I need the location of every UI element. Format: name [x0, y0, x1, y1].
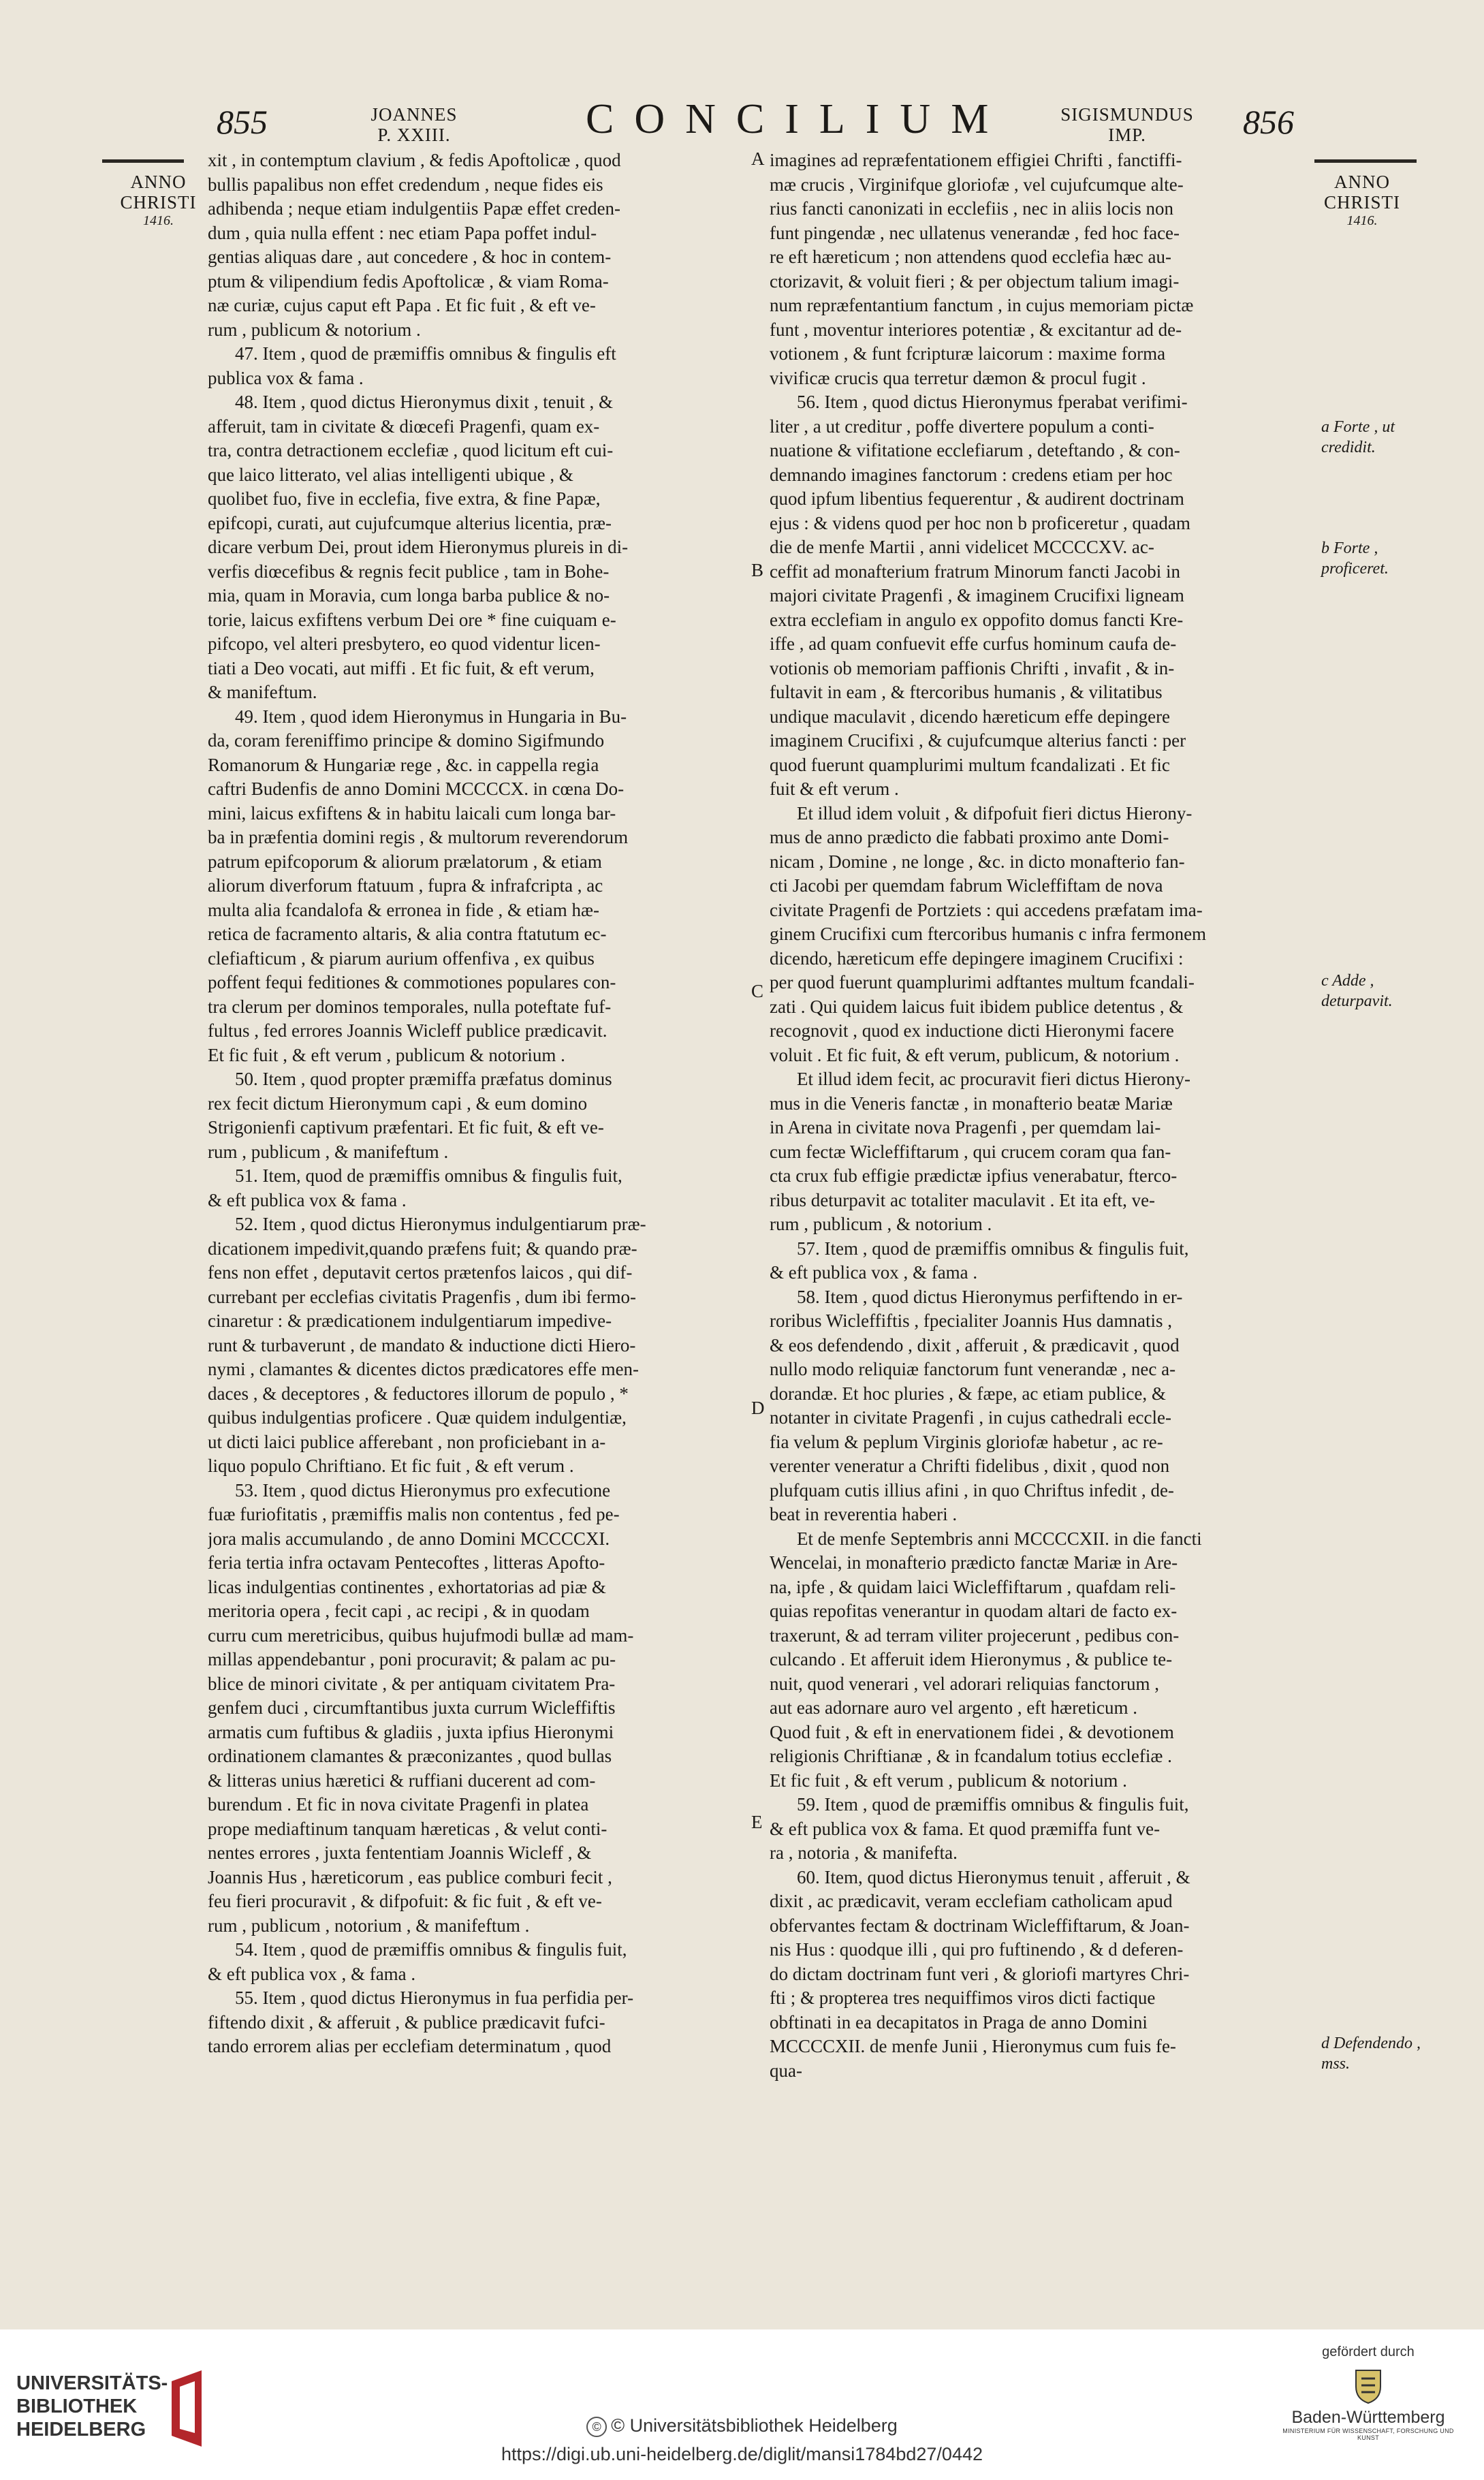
text-line: liter , a ut creditur , poffe divertere populum a conti- [770, 415, 1154, 437]
marginal-note: c Adde , deturpavit. [1321, 972, 1393, 1010]
text-line: 51. Item, quod de præmiffis omnibus & fingulis fuit, [235, 1165, 622, 1186]
text-line: 47. Item , quod de præmiffis omnibus & fingulis eft [235, 343, 616, 364]
text-line: fiftendo dixit , & afferuit , & publice prædicavit fufci- [208, 2011, 605, 2032]
text-line: bullis papalibus non effet credendum , neque fides eis [208, 174, 603, 195]
text-line: millas appendebantur , poni procuravit; & palam ac pu- [208, 1649, 616, 1669]
copyright-text: © Universitätsbibliothek Heidelberg [611, 2415, 898, 2436]
copyright-icon: © [586, 2417, 607, 2437]
left-running-head-line: JOANNES [370, 104, 458, 125]
text-line: imaginem Crucifixi , & cujufcumque alterius fancti : per [770, 730, 1186, 751]
text-line: mus de anno prædicto die fabbati proximo ante Domi- [770, 827, 1169, 847]
text-line: dicationem impedivit,quando præfens fuit; & quando præ- [208, 1238, 637, 1259]
anno-label: ANNO [130, 172, 187, 192]
text-line: Et illud idem voluit , & difpofuit fieri dictus Hierony- [797, 802, 1193, 823]
text-line: cti Jacobi per quemdam fabrum Wicleffiftam de nova [770, 875, 1163, 896]
library-logo-icon [168, 2368, 206, 2449]
text-line: verenter veneratur a Chrifti fidelibus , dixit , quod non [770, 1456, 1170, 1476]
text-line: meritoria opera , fecit capi , ac recipi , & in quodam [208, 1601, 590, 1621]
christi-label: CHRISTI [1323, 192, 1400, 213]
text-line: quias repofitas venerantur in quodam altari de facto ex- [770, 1601, 1178, 1621]
text-line: iffe , ad quam confuevit effe curfus hominum caufa de- [770, 633, 1177, 654]
text-line: per quod fuerunt quamplurimi adftantes multum fcandali- [770, 972, 1195, 992]
paragraph [770, 1793, 1314, 1866]
marginal-note: d Defendendo , mss. [1321, 2035, 1421, 2073]
text-line: ordinationem clamantes & præconizantes , quod bullas [208, 1746, 612, 1766]
text-line: prope mediaftinum tanquam hæreticas , & velut conti- [208, 1818, 607, 1839]
text-line: & eft publica vox , & fama . [770, 1262, 978, 1283]
text-line: torie, laicus exfiftens verbum Dei ore * fine cuiquam e- [208, 609, 616, 630]
text-line: licas indulgentias continentes , exhortatorias ad piæ & [208, 1576, 606, 1597]
text-line: demnando imagines fanctorum : credens etiam per hoc [770, 464, 1173, 485]
text-line: adhibenda ; neque etiam indulgentiis Papæ effet creden- [208, 198, 621, 219]
text-line: dorandæ. Et hoc pluries , & fæpe, ac etiam publice, & [770, 1383, 1166, 1404]
text-line: Wencelai, in monafterio prædicto fanctæ Mariæ in Are- [770, 1552, 1178, 1573]
text-line: quod ipfum libentius fequerentur , & audirent doctrinam [770, 488, 1184, 509]
text-line: num repræfentantium fanctum , in cujus memoriam pictæ [770, 295, 1194, 315]
left-page-number: 855 [217, 103, 268, 141]
text-line: curru cum meretricibus, quibus hujufmodi bullæ ad mam- [208, 1624, 634, 1646]
paragraph [770, 1866, 1314, 2084]
text-line: recognovit , quod ex inductione dicti Hieronymi facere [770, 1020, 1174, 1041]
text-line: da, coram fereniffimo principe & domino Sigifmundo [208, 730, 605, 751]
page-title: CONCILIUM [586, 96, 1009, 142]
sponsor-ministry: MINISTERIUM FÜR WISSENSCHAFT, FORSCHUNG UND KUNST [1282, 2428, 1454, 2441]
text-line: fuæ furiofitatis , præmiffis malis non contentus , fed pe- [208, 1504, 620, 1524]
text-line: clefiafticum , & piarum aurium offenfiva , ex quibus [208, 947, 595, 969]
copyright-line [0, 2415, 1484, 2437]
left-running-head [360, 104, 469, 145]
anno-label: ANNO [1334, 172, 1390, 192]
text-line: ptum & vilipendium fedis Apoftolicæ , & viam Roma- [208, 270, 609, 292]
text-line: que laico litterato, vel alias intelligenti ubique , & [208, 464, 573, 485]
text-line: aliorum diverforum ftatuum , fupra & infrafcripta , ac [208, 875, 603, 896]
text-line: quod fuerunt quamplurimi multum fcandalizati . Et fic [770, 754, 1170, 775]
coat-of-arms-icon [1348, 2364, 1389, 2404]
year-label: 1416. [143, 213, 174, 228]
text-line: civitate Pragenfi de Portziets : qui accedens præfatam ima- [770, 899, 1203, 920]
paragraph [770, 390, 1314, 802]
text-line: caftri Budenfis de anno Domini MCCCCX. in cœna Do- [208, 779, 625, 799]
text-line: rex fecit dictum Hieronymum capi , & eum domino [208, 1093, 588, 1114]
right-page-number: 856 [1243, 103, 1294, 141]
footer [0, 2329, 1484, 2480]
text-line: rum , publicum , notorium , & manifeftum . [208, 1915, 530, 1936]
text-line: zati . Qui quidem laicus fuit ibidem publice detentus , & [770, 996, 1184, 1017]
text-line: roribus Wicleffiftis , fpecialiter Joannis Hus damnatis , [770, 1310, 1173, 1331]
text-line: fia velum & peplum Virginis gloriofæ habetur , ac re- [770, 1431, 1163, 1452]
text-line: religionis Chriftianæ , & in fcandalum totius ecclefiæ . [770, 1746, 1172, 1766]
paragraph [770, 1285, 1314, 1527]
text-line: vivificæ crucis qua terretur dæmon & procul fugit . [770, 367, 1146, 388]
library-name-line: BIBLIOTHEK [16, 2396, 138, 2417]
text-line: MCCCCXII. de menfe Junii , Hieronymus cum fuis fe- [770, 2036, 1176, 2056]
section-letter: C [751, 981, 764, 1001]
text-line: aut eas adornare auro vel argento , eft hæreticum . [770, 1697, 1138, 1718]
text-line: 53. Item , quod dictus Hieronymus pro exfecutione [235, 1479, 611, 1501]
text-line: genfem duci , circumftantibus juxta currum Wicleffiftis [208, 1697, 616, 1718]
text-line: rum , publicum & notorium . [208, 319, 421, 340]
text-line: funt pingendæ , nec ullatenus venerandæ , fed hoc face- [770, 222, 1180, 243]
left-running-head-line: P. XXIII. [377, 125, 451, 145]
text-line: jora malis accumulando , de anno Domini MCCCCXI. [208, 1528, 610, 1549]
text-line: daces , & deceptores , & feductores illorum de populo , * [208, 1383, 629, 1404]
text-line: Et de menfe Septembris anni MCCCCXII. in die fancti [797, 1528, 1202, 1549]
text-line: tando errorem alias per ecclefiam determinatum , quod [208, 2036, 612, 2056]
text-line: ginem Crucifixi cum ftercoribus humanis c infra fermonem [770, 924, 1207, 944]
text-line: fens non effet , deputavit certos prætenfos laicos , qui dif- [208, 1262, 633, 1283]
text-line: plufquam cutis illius afini , in quo Chriftus infedit , de- [770, 1479, 1174, 1501]
text-line: imagines ad repræfentationem effigiei Chrifti , fanctiffi- [770, 150, 1182, 170]
paragraph [770, 1237, 1314, 1285]
text-line: beat in reverentia haberi . [770, 1504, 958, 1524]
right-header-rule [1314, 159, 1417, 163]
text-line: dixit , ac prædicavit, veram ecclefiam catholicam apud [770, 1891, 1173, 1911]
text-line: nuit, quod venerari , vel adorari reliquias fanctorum , [770, 1673, 1160, 1694]
text-line: ribus deturpavit ac totaliter maculavit . Et ita eft, ve- [770, 1189, 1156, 1210]
paragraph [208, 1479, 746, 1939]
text-line: quibus indulgentias proficere . Quæ quidem indulgentiæ, [208, 1407, 627, 1428]
text-line: epifcopi, curati, aut cujufcumque alterius licentia, præ- [208, 512, 612, 533]
text-line: runt & turbaverunt , de mandato & inductione dicti Hiero- [208, 1334, 636, 1355]
year-label: 1416. [1346, 213, 1378, 228]
text-line: ra , notoria , & manifefta. [770, 1842, 958, 1863]
text-line: liquo populo Chriftiano. Et fic fuit , & eft verum . [208, 1456, 574, 1476]
marginal-note: b Forte , proficeret. [1321, 539, 1389, 578]
paragraph [208, 1212, 746, 1479]
text-line: 52. Item , quod dictus Hieronymus indulgentiarum præ- [235, 1214, 646, 1234]
text-line: Et fic fuit , & eft verum , publicum & notorium . [208, 1044, 565, 1065]
text-line: extra ecclefiam in angulo ex oppofito domus fancti Kre- [770, 609, 1184, 630]
text-line: currebant per ecclefias civitatis Pragenfis , dum ibi fermo- [208, 1286, 637, 1307]
text-line: die de menfe Martii , anni videlicet MCCCCXV. ac- [770, 537, 1154, 557]
text-line: traxerunt, & ad terram viliter projecerunt , pedibus con- [770, 1624, 1180, 1646]
permalink[interactable]: https://digi.ub.uni-heidelberg.de/diglit/mansi1784bd27/0442 [501, 2444, 983, 2464]
text-line: burendum . Et fic in nova civitate Pragenfi in platea [208, 1794, 589, 1815]
text-line: cta crux fub effigie prædictæ ipfius venerabatur, fterco- [770, 1165, 1178, 1186]
text-line: re eft hæreticum ; non attendens quod ecclefia hæc au- [770, 247, 1172, 267]
paragraph [208, 148, 746, 342]
text-line: fultavit in eam , & ftercoribus humanis , & vilitatibus [770, 682, 1163, 702]
text-line: mæ crucis , Virginifque gloriofæ , vel cujufcumque alte- [770, 174, 1184, 195]
text-line: blice de minori civitate , & per antiquam civitatem Pra- [208, 1673, 616, 1694]
text-line: Strigonienfi captivum præfentari. Et fic fuit, & eft ve- [208, 1117, 604, 1137]
paragraph [770, 1067, 1314, 1237]
section-letter: E [751, 1812, 763, 1832]
text-line: nullo modo reliquiæ fanctorum funt venerandæ , nec a- [770, 1359, 1176, 1379]
paragraph [208, 1938, 746, 1986]
paragraph [208, 1986, 746, 2059]
text-line: 56. Item , quod dictus Hieronymus fperabat verifimi- [797, 392, 1188, 412]
text-line: nymi , clamantes & dicentes dictos prædicatores effe men- [208, 1359, 640, 1379]
paragraph [208, 1067, 746, 1164]
text-line: 59. Item , quod de præmiffis omnibus & fingulis fuit, [797, 1794, 1189, 1815]
text-line: Et illud idem fecit, ac procuravit fieri dictus Hierony- [797, 1069, 1191, 1089]
sponsor-name: Baden-Württemberg [1291, 2408, 1445, 2427]
text-line: xit , in contemptum clavium , & fedis Apoftolicæ , quod [208, 150, 621, 170]
text-line: funt , moventur interiores potentiæ , & excitantur ad de- [770, 319, 1182, 340]
right-running-head [1049, 104, 1205, 145]
right-running-head-line: IMP. [1108, 125, 1146, 145]
paragraph [208, 1164, 746, 1212]
right-text-column [770, 148, 1314, 2083]
text-line: nuatione & vifitatione ecclefiarum , deteftando , & con- [770, 440, 1180, 460]
text-line: 57. Item , quod de præmiffis omnibus & fingulis fuit, [797, 1238, 1189, 1259]
text-line: ejus : & videns quod per hoc non b proficeretur , quadam [770, 512, 1190, 533]
text-line: & litteras unius hæretici & ruffiani ducerent ad com- [208, 1770, 596, 1791]
text-line: 49. Item , quod idem Hieronymus in Hungaria in Bu- [235, 706, 627, 727]
text-line: fultus , fed errores Joannis Wicleff publice prædicavit. [208, 1020, 607, 1041]
text-line: verfis diœcefibus & regnis fecit publice , tam in Bohe- [208, 561, 610, 582]
text-line: & eft publica vox , & fama . [208, 1963, 416, 1984]
text-line: majori civitate Pragenfi , & imaginem Crucifixi ligneam [770, 585, 1184, 606]
text-line: publica vox & fama . [208, 367, 364, 388]
paragraph [770, 802, 1314, 1068]
text-line: fti ; & propterea tres nequiffimos viros dicti factique [770, 1988, 1156, 2008]
text-line: dicendo, hæreticum effe depingere imaginem Crucifixi : [770, 947, 1184, 969]
left-margin-year [116, 172, 201, 229]
text-line: do dictam doctrinam funt veri , & gloriofi martyres Chri- [770, 1963, 1190, 1984]
marginal-note: a Forte , ut credidit. [1321, 418, 1395, 456]
text-line: armatis cum fuftibus & gladiis , juxta ipfius Hieronymi [208, 1721, 614, 1742]
text-line: in Arena in civitate nova Pragenfi , per quemdam lai- [770, 1117, 1161, 1137]
text-line: dum , quia nulla effent : nec etiam Papa poffet indul- [208, 222, 597, 243]
text-line: 54. Item , quod de præmiffis omnibus & fingulis fuit, [235, 1939, 627, 1960]
text-line: undique maculavit , dicendo hæreticum effe depingere [770, 706, 1171, 727]
sponsor-caption: gefördert durch [1322, 2344, 1415, 2359]
text-line: & manifeftum. [208, 682, 317, 702]
text-line: næ curiæ, cujus caput eft Papa . Et fic fuit , & eft ve- [208, 295, 596, 315]
text-line: tiati a Deo vocati, aut miffi . Et fic fuit, & eft verum, [208, 657, 595, 678]
text-line: Quod fuit , & eft in enervationem fidei , & devotionem [770, 1721, 1174, 1742]
text-line: retica de facramento altaris, & alia contra ftatutum ec- [208, 924, 607, 944]
text-line: dicare verbum Dei, prout idem Hieronymus plureis in di- [208, 537, 629, 557]
text-line: 58. Item , quod dictus Hieronymus perfiftendo in er- [797, 1286, 1183, 1307]
text-line: obfervantes fectam & doctrinam Wicleffiftarum, & Joan- [770, 1915, 1190, 1936]
text-line: culcando . Et afferuit idem Hieronymus , & publice te- [770, 1649, 1173, 1669]
text-line: 55. Item , quod dictus Hieronymus in fua perfidia per- [235, 1988, 634, 2008]
christi-label: CHRISTI [120, 192, 197, 213]
left-header-rule [102, 159, 184, 163]
text-line: mus in die Veneris fanctæ , in monafterio beatæ Mariæ [770, 1093, 1173, 1114]
text-line: cinaretur : & prædicationem indulgentiarum impedive- [208, 1310, 612, 1331]
text-line: nentes errores , juxta fententiam Joannis Wicleff , & [208, 1842, 592, 1863]
text-line: 50. Item , quod propter præmiffa præfatus dominus [235, 1069, 612, 1089]
text-line: multa alia fcandalofa & erronea in fide , & etiam hæ- [208, 899, 600, 920]
text-line: mia, quam in Moravia, cum longa barba publice & no- [208, 585, 610, 606]
text-line: ut dicti laici publice afferebant , non proficiebant in a- [208, 1431, 606, 1452]
text-line: rum , publicum , & notorium . [770, 1214, 992, 1234]
text-line: cum fectæ Wicleffiftarum , qui crucem coram qua fan- [770, 1141, 1171, 1162]
text-line: obftinati in ea decapitatos in Praga de anno Domini [770, 2011, 1148, 2032]
text-line: fuit & eft verum . [770, 779, 899, 799]
paragraph [208, 390, 746, 705]
library-name-line: UNIVERSITÄTS- [16, 2372, 168, 2394]
text-line: votionis ob memoriam paffionis Chrifti , invafit , & in- [770, 657, 1175, 678]
text-line: ba in præfentia domini regis , & multorum reverendorum [208, 827, 629, 847]
text-line: voluit . Et fic fuit, & eft verum, publicum, & notorium . [770, 1044, 1180, 1065]
text-line: rius fancti canonizati in ecclefiis , nec in aliis locis non [770, 198, 1174, 219]
text-line: 48. Item , quod dictus Hieronymus dixit , tenuit , & [235, 392, 613, 412]
paragraph [208, 705, 746, 1068]
left-text-column [208, 148, 746, 2059]
text-line: rum , publicum , & manifeftum . [208, 1141, 449, 1162]
library-name-line: HEIDELBERG [16, 2419, 146, 2440]
text-line: feria tertia infra octavam Pentecoftes , litteras Apofto- [208, 1552, 605, 1573]
text-line: mini, laicus exfiftens & in habitu laicali cum longa bar- [208, 802, 616, 823]
section-letter: A [751, 148, 765, 169]
text-line: pifcopo, vel alteri presbytero, eo quod videntur licen- [208, 633, 601, 654]
text-line: nicam , Domine , ne longe , &c. in dicto monafterio fan- [770, 851, 1185, 872]
text-line: nis Hus : quodque illi , qui pro fuftinendo , & d deferen- [770, 1939, 1184, 1960]
text-line: patrum epifcoporum & aliorum prælatorum , & etiam [208, 851, 602, 872]
text-line: & eft publica vox & fama . [208, 1189, 407, 1210]
paragraph [770, 1527, 1314, 1793]
text-line: ceffit ad monafterium fratrum Minorum fancti Jacobi in [770, 561, 1181, 582]
paragraph [208, 342, 746, 390]
text-line: poffent fequi feditiones & commotiones populares con- [208, 972, 616, 992]
text-line: & eos defendendo , dixit , afferuit , & prædicavit , quod [770, 1334, 1180, 1355]
text-line: Et fic fuit , & eft verum , publicum & notorium . [770, 1770, 1127, 1791]
paragraph [770, 148, 1314, 390]
text-line: Romanorum & Hungariæ rege , &c. in cappella regia [208, 754, 599, 775]
text-line: Joannis Hus , hæreticorum , eas publice comburi fecit , [208, 1866, 612, 1887]
text-line: votionem , & funt fcripturæ laicorum : maxime forma [770, 343, 1166, 364]
text-line: qua- [770, 2060, 802, 2081]
text-line: tra clerum per dominos temporales, nulla poteftate fuf- [208, 996, 612, 1017]
section-letter: D [751, 1398, 765, 1418]
text-line: ctorizavit, & voluit fieri ; & per objectum talium imagi- [770, 270, 1180, 292]
section-letter: B [751, 560, 764, 580]
text-line: gentias aliquas dare , aut concedere , & hoc in contem- [208, 247, 612, 267]
right-margin-year [1318, 172, 1406, 229]
text-line: notanter in civitate Pragenfi , in cujus cathedrali eccle- [770, 1407, 1171, 1428]
right-running-head-line: SIGISMUNDUS [1060, 104, 1194, 125]
text-line: & eft publica vox & fama. Et quod præmiffa funt ve- [770, 1818, 1161, 1839]
text-line: feu fieri procuravit , & difpofuit: & fic fuit , & eft ve- [208, 1891, 602, 1911]
text-line: 60. Item, quod dictus Hieronymus tenuit , afferuit , & [797, 1866, 1190, 1887]
text-line: quolibet fuo, five in ecclefia, five extra, & fine Papæ, [208, 488, 601, 509]
text-line: na, ipfe , & quidam laici Wicleffiftarum , quafdam reli- [770, 1576, 1176, 1597]
text-line: tra, contra detractionem ecclefiæ , quod licitum eft cui- [208, 440, 614, 460]
text-line: afferuit, tam in civitate & diœcefi Pragenfi, quam ex- [208, 415, 600, 437]
